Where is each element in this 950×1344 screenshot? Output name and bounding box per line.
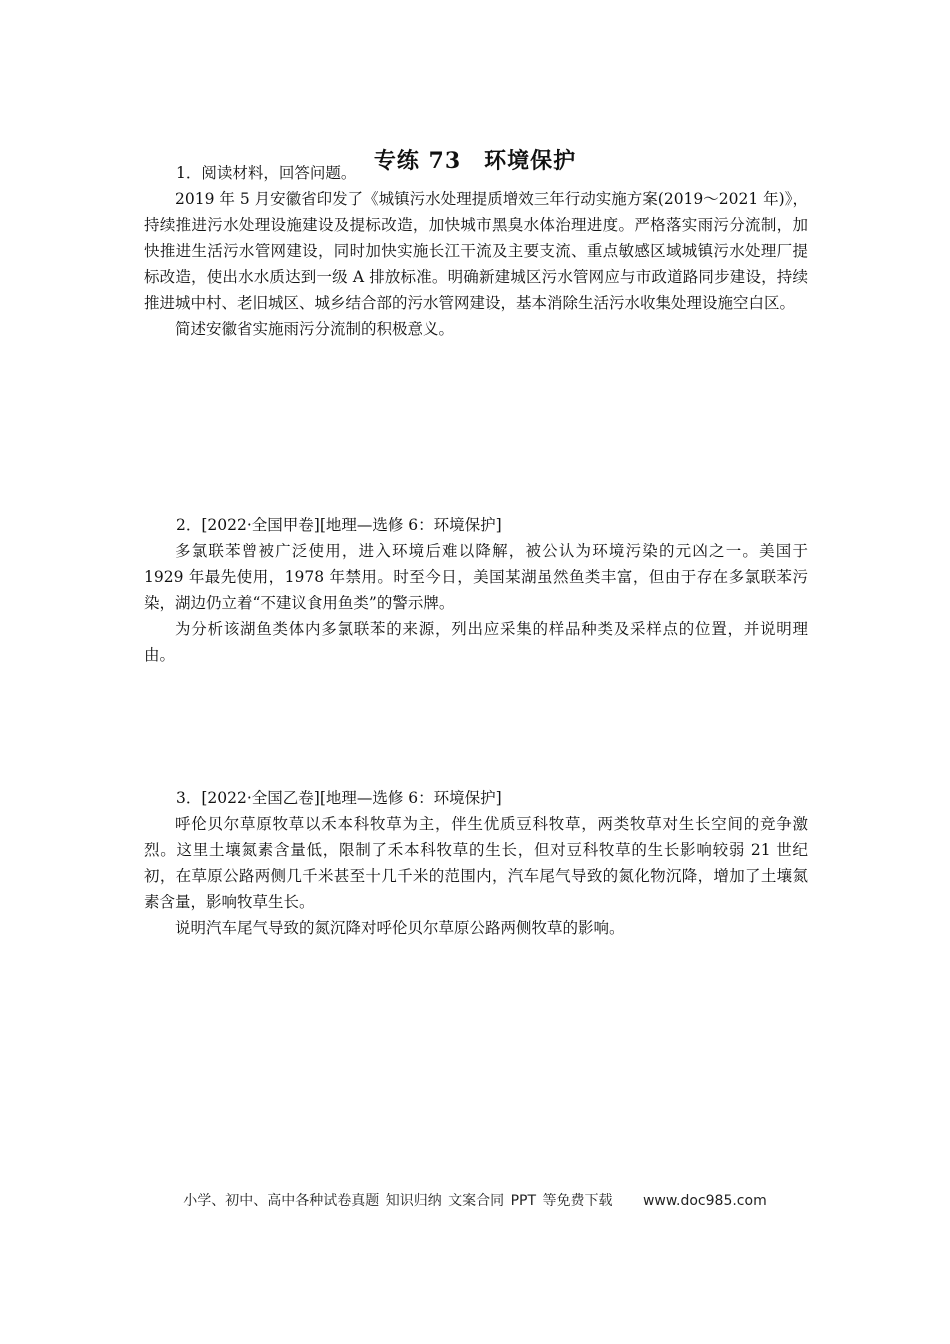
question-3 <box>144 785 808 941</box>
question-1-head: 1．阅读材料，回答问题。 <box>176 164 357 182</box>
question-1-material: 2019 年 5 月安徽省印发了《城镇污水处理提质增效三年行动实施方案(2019～2021 年)》，持续推进污水处理设施建设及提标改造，加快城市黑臭水体治理进度。严格落实雨污分流制，加快推进生活污水管网建设，同时加快实施长江干流及主要支流、重点敏感区域城镇污水处理厂提标改造，使出水水质达到一级 A 排放标准。明确新建城区污水管网应与市政道路同步建设，持续推进城中村、老旧城区、城乡结合部的污水管网建设，基本消除生活污水收集处理设施空白区。 <box>144 190 808 312</box>
question-2-material: 多氯联苯曾被广泛使用，进入环境后难以降解，被公认为环境污染的元凶之一。美国于 1929 年最先使用，1978 年禁用。时至今日，美国某湖虽然鱼类丰富，但由于存在多氯联苯污染，湖边仍立着“不建议食用鱼类”的警示牌。 <box>144 542 808 612</box>
question-3-prompt: 说明汽车尾气导致的氮沉降对呼伦贝尔草原公路两侧牧草的影响。 <box>175 919 625 937</box>
question-1 <box>144 160 808 342</box>
footer-url-link[interactable]: www.doc985.com <box>642 1193 767 1209</box>
question-3-head: 3．[2022·全国乙卷][地理—选修 6：环境保护] <box>176 789 502 807</box>
page-footer <box>0 1190 950 1210</box>
question-1-prompt: 简述安徽省实施雨污分流制的积极意义。 <box>175 320 455 338</box>
question-2 <box>144 512 808 668</box>
question-3-material: 呼伦贝尔草原牧草以禾本科牧草为主，伴生优质豆科牧草，两类牧草对生长空间的竞争激烈。这里土壤氮素含量低，限制了禾本科牧草的生长，但对豆科牧草的生长影响较弱 21 世纪初，在草原公路两侧几千米甚至十几千米的范围内，汽车尾气导致的氮化物沉降，增加了土壤氮素含量，影响牧草生长。 <box>144 815 808 911</box>
question-2-head: 2．[2022·全国甲卷][地理—选修 6：环境保护] <box>176 516 502 534</box>
question-2-prompt: 为分析该湖鱼类体内多氯联苯的来源，列出应采集的样品种类及采样点的位置，并说明理由。 <box>144 620 808 664</box>
footer-text: 小学、初中、高中各种试卷真题 知识归纳 文案合同 PPT 等免费下载 <box>183 1193 613 1209</box>
page-title: 专练 73 环境保护 <box>373 148 577 174</box>
